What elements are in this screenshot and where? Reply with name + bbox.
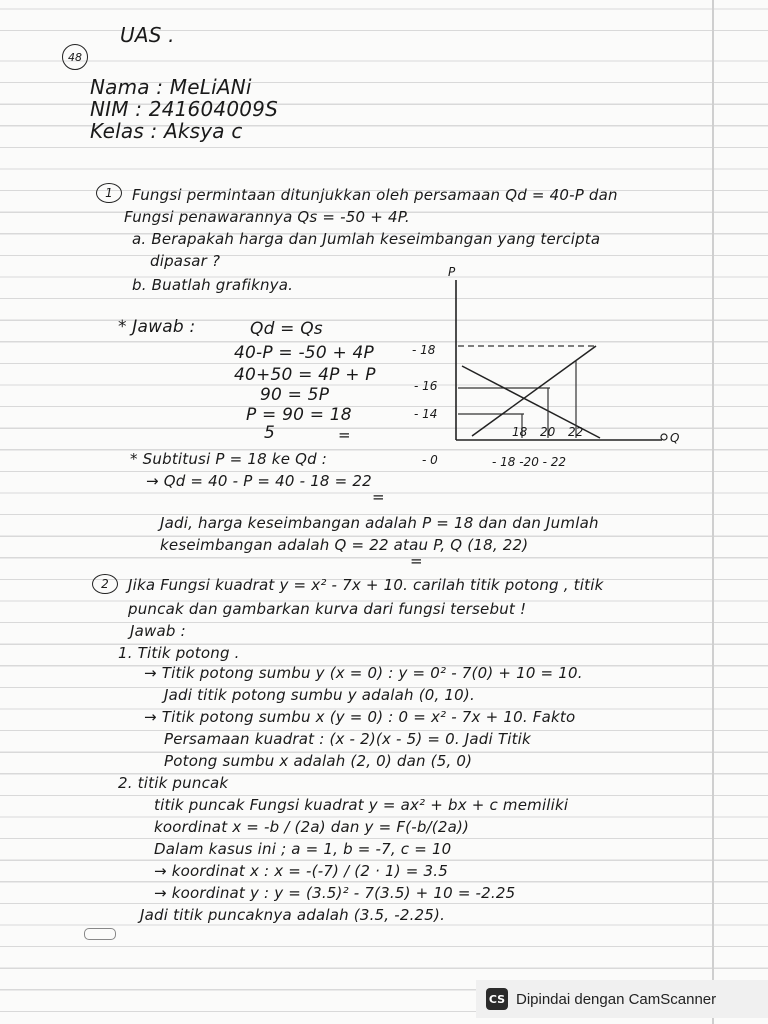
q1-step-5-underline: = [338, 426, 351, 444]
student-name: Nama : MeLiANi [90, 75, 252, 99]
score-value: 48 [68, 50, 82, 64]
q1-part-a-1: a. Berapakah harga dan Jumlah keseimbangan yang tercipta [132, 230, 601, 248]
q1-step-5: P = 90 = 18 [246, 405, 352, 425]
student-nim: NIM : 241604009S [90, 97, 278, 121]
q2-heading-1: 1. Titik potong . [118, 644, 240, 662]
q2-vertex-2: koordinat x = -b / (2a) dan y = F(-b/(2a)) [154, 818, 470, 836]
camscanner-text: Dipindai dengan CamScanner [516, 990, 717, 1008]
camscanner-icon: CS [486, 988, 508, 1010]
q2-vertex-1: titik puncak Fungsi kuadrat y = ax² + bx + c memiliki [154, 796, 569, 814]
supply-demand-graph [400, 262, 700, 472]
q1-conclusion-2: keseimbangan adalah Q = 22 atau P, Q (18, 22) [160, 536, 529, 554]
q1-step-5-denominator: 5 [264, 423, 276, 443]
q2-point-1: → Titik potong sumbu y (x = 0) : y = 0² - 7(0) + 10 = 10. [144, 664, 583, 682]
p-axis-label: P [448, 265, 456, 279]
q1-conclusion-1: Jadi, harga keseimbangan adalah P = 18 dan dan Jumlah [160, 514, 599, 532]
q2-point-3: → Titik potong sumbu x (y = 0) : 0 = x² - 7x + 10. Fakto [144, 708, 576, 726]
x-ticks-label: - 18 -20 - 22 [492, 455, 567, 469]
q1-substitute-1: * Subtitusi P = 18 ke Qd : [130, 450, 328, 468]
supply-curve [472, 346, 596, 436]
q1-line-2: Fungsi penawarannya Qs = -50 + 4P. [124, 208, 410, 226]
page-stamp [84, 928, 116, 940]
page-edge [712, 0, 714, 1024]
mini-tick-18: 18 [512, 425, 528, 439]
exam-title: UAS . [120, 23, 175, 47]
q2-line-1: Jika Fungsi kuadrat y = x² - 7x + 10. carilah titik potong , titik [128, 576, 604, 594]
q-axis-label: Q [670, 431, 680, 445]
q1-step-3: 40+50 = 4P + P [234, 365, 376, 385]
y-tick-16: - 16 [414, 379, 438, 393]
y-tick-14: - 14 [414, 407, 438, 421]
q2-answer-label: Jawab : [130, 622, 186, 640]
q1-conclusion-underline: = [410, 552, 423, 570]
q2-vertex-3: Dalam kasus ini ; a = 1, b = -7, c = 10 [154, 840, 452, 858]
q2-vertex-5: → koordinat y : y = (3.5)² - 7(3.5) + 10 = -2.25 [154, 884, 516, 902]
student-class: Kelas : Aksya c [90, 119, 243, 143]
q2-point-2: Jadi titik potong sumbu y adalah (0, 10). [164, 686, 475, 704]
q1-answer-label: * Jawab : [118, 317, 196, 337]
question-2-number: 2 [92, 574, 118, 594]
question-1-number: 1 [96, 183, 122, 203]
origin-label: - 0 [422, 453, 438, 467]
q2-vertex-6: Jadi titik puncaknya adalah (3.5, -2.25). [140, 906, 446, 924]
q1-step-2: 40-P = -50 + 4P [234, 343, 374, 363]
q2-vertex-4: → koordinat x : x = -(-7) / (2 · 1) = 3.5 [154, 862, 448, 880]
q1-part-a-2: dipasar ? [150, 252, 221, 270]
q2-heading-2: 2. titik puncak [118, 774, 229, 792]
q1-step-4: 90 = 5P [260, 385, 330, 405]
scanner-watermark [476, 980, 768, 1018]
q2-point-4: Persamaan kuadrat : (x - 2)(x - 5) = 0. Jadi Titik [164, 730, 531, 748]
q1-substitute-2: → Qd = 40 - P = 40 - 18 = 22 [146, 472, 372, 490]
q2-point-5: Potong sumbu x adalah (2, 0) dan (5, 0) [164, 752, 473, 770]
y-tick-18: - 18 [412, 343, 436, 357]
q1-part-b: b. Buatlah grafiknya. [132, 276, 294, 294]
score-circle [62, 44, 88, 70]
q1-step-1: Qd = Qs [250, 319, 323, 339]
mini-tick-20: 20 [540, 425, 556, 439]
q2-line-2: puncak dan gambarkan kurva dari fungsi tersebut ! [128, 600, 527, 618]
mini-tick-22: 22 [568, 425, 584, 439]
q1-line-1: Fungsi permintaan ditunjukkan oleh persamaan Qd = 40-P dan [132, 186, 618, 204]
axis-end-mark [661, 434, 667, 440]
q1-substitute-underline: = [372, 488, 385, 506]
